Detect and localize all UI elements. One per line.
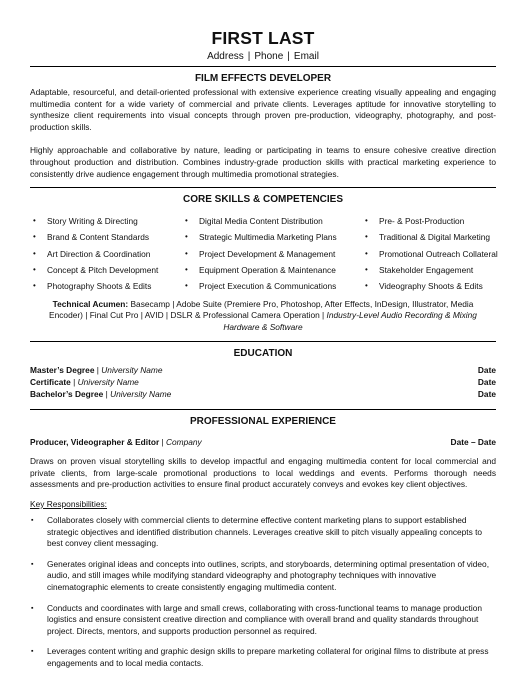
job-description: Draws on proven visual storytelling skills to develop impactful and engaging multimedia content for local commercial and private clients, from large-scale promotional productions to local weddings and events. Performs thorough needs assessments and pre-production activities to ensure final product accurately conveys and evokes key client objectives. xyxy=(30,456,496,490)
bullet-icon: • xyxy=(185,216,188,226)
degree: Bachelor’s Degree xyxy=(30,388,104,399)
school: University Name xyxy=(101,365,163,376)
skill-item: • Digital Media Content Distribution xyxy=(182,213,362,229)
skill-item: • Project Execution & Communications xyxy=(182,278,362,294)
education-date: Date xyxy=(477,388,496,399)
skill-item: • Concept & Pitch Development xyxy=(30,262,182,278)
job-company: Company xyxy=(166,437,202,448)
education-entry: Master’s Degree | University Name Date xyxy=(30,365,496,376)
responsibility-item: ▪ Collaborates closely with commercial clients to determine effective content marketing plans to support established strategic objectives and identified distribution channels. Leverages creative skill to pitch visually appealing concepts to best convey client messaging. xyxy=(31,514,483,549)
summary-paragraph: Highly approachable and collaborative by nature, leading or participating in teams to ensure cohesive creative direction throughout production and distribution. Combines industry-grade production skills with practical marketing experience to consistently drive audience engagement through multimedia promotional strategies. xyxy=(30,145,496,179)
bullet-icon: • xyxy=(365,232,368,242)
bullet-icon: • xyxy=(33,232,36,242)
experience-heading: PROFESSIONAL EXPERIENCE xyxy=(30,409,496,427)
job-header: Producer, Videographer & Editor | Company Date – Date xyxy=(30,437,496,448)
bullet-icon: • xyxy=(33,248,36,258)
degree: Certificate xyxy=(30,377,71,388)
skill-item: • Promotional Outreach Collateral xyxy=(362,246,496,262)
square-bullet-icon: ▪ xyxy=(31,604,34,612)
contact-address: Address xyxy=(207,51,244,62)
acumen-label: Technical Acumen: xyxy=(52,298,129,309)
bullet-icon: • xyxy=(33,216,36,226)
bullet-icon: • xyxy=(365,281,368,291)
bullet-icon: • xyxy=(185,248,188,258)
bullet-icon: • xyxy=(185,281,188,291)
education-entry: Bachelor’s Degree | University Name Date xyxy=(30,388,496,399)
skill-item: • Traditional & Digital Marketing xyxy=(362,229,496,245)
skill-item: • Art Direction & Coordination xyxy=(30,246,182,262)
skills-column xyxy=(30,213,182,294)
education-date: Date xyxy=(477,377,496,388)
contact-email: Email xyxy=(293,51,319,62)
education-entry: Certificate | University Name Date xyxy=(30,377,496,388)
school: University Name xyxy=(110,388,172,399)
skill-item: • Project Development & Management xyxy=(182,246,362,262)
summary-paragraph: Adaptable, resourceful, and detail-oriented professional with extensive experience creating visually appealing and engaging multimedia content for a wide variety of commercial and private clients. Leverages aptitude for innovative storytelling to synthesize client requirements into visual concepts through proven pre-production, videography, photography, and post-production skills. xyxy=(30,87,496,132)
skills-heading: CORE SKILLS & COMPETENCIES xyxy=(30,187,496,205)
responsibilities-heading: Key Responsibilities: xyxy=(30,498,107,509)
responsibility-item: ▪ Conducts and coordinates with large and small crews, collaborating with cross-functional teams to manage production logistics and ensure consistent creative direction and compliance with overall brand and quality standards throughout project. Directs, mentors, and supports production personnel as required. xyxy=(31,602,483,636)
acumen-italic-text: Industry-Level Audio Recording & Mixing Hardware & Software xyxy=(223,310,477,332)
responsibility-item: ▪ Generates original ideas and concepts into outlines, scripts, and storyboards, determining optimal presentation of video, audio, and still images while modifying standard videography and photography techniques with innovative cinematographic elements to create consistently engaging multimedia content. xyxy=(31,558,490,592)
bullet-icon: • xyxy=(33,281,36,291)
bullet-icon: • xyxy=(365,248,368,258)
square-bullet-icon: ▪ xyxy=(31,516,34,524)
candidate-name: FIRST LAST xyxy=(211,28,315,48)
skills-column xyxy=(182,213,362,294)
bullet-icon: • xyxy=(33,265,36,275)
skill-item: • Strategic Multimedia Marketing Plans xyxy=(182,229,362,245)
job-role: Producer, Videographer & Editor xyxy=(30,437,160,448)
bullet-icon: • xyxy=(185,232,188,242)
bullet-icon: • xyxy=(365,265,368,275)
degree: Master’s Degree xyxy=(30,365,95,376)
skills-grid xyxy=(30,213,496,294)
skill-item: • Pre- & Post-Production xyxy=(362,213,496,229)
school: University Name xyxy=(77,377,139,388)
square-bullet-icon: ▪ xyxy=(31,648,34,656)
contact-separator: | xyxy=(287,51,290,62)
skills-column xyxy=(362,213,496,294)
job-dates: Date – Date xyxy=(450,437,496,448)
resume-page xyxy=(30,0,496,679)
skill-item: • Videography Shoots & Edits xyxy=(362,278,496,294)
responsibilities-list xyxy=(30,515,496,670)
contact-separator: | xyxy=(247,51,251,62)
skill-item: • Brand & Content Standards xyxy=(30,229,182,245)
responsibility-item: ▪ Leverages content writing and graphic design skills to prepare marketing collateral for original films to distribute at press engagements and to local media contacts. xyxy=(31,646,489,668)
bullet-icon: • xyxy=(185,265,188,275)
skill-item: • Story Writing & Directing xyxy=(30,213,182,229)
technical-acumen xyxy=(30,299,496,334)
job-title-heading: FILM EFFECTS DEVELOPER xyxy=(30,66,496,84)
education-list xyxy=(30,365,496,400)
skill-item: • Equipment Operation & Maintenance xyxy=(182,262,362,278)
contact-phone: Phone xyxy=(254,51,284,62)
education-date: Date xyxy=(477,365,496,376)
bullet-icon: • xyxy=(365,216,368,226)
contact-line xyxy=(30,51,496,62)
skill-item: • Photography Shoots & Edits xyxy=(30,278,182,294)
square-bullet-icon: ▪ xyxy=(31,560,34,568)
acumen-text: Basecamp | Adobe Suite (Premiere Pro, Photoshop, After Effects, InDesign, Illustrator, Media Encoder) | Final Cut Pro | AVID | DSLR & Professional Camera Operation | xyxy=(49,298,474,321)
education-heading: EDUCATION xyxy=(30,341,496,359)
skill-item: • Stakeholder Engagement xyxy=(362,262,496,278)
